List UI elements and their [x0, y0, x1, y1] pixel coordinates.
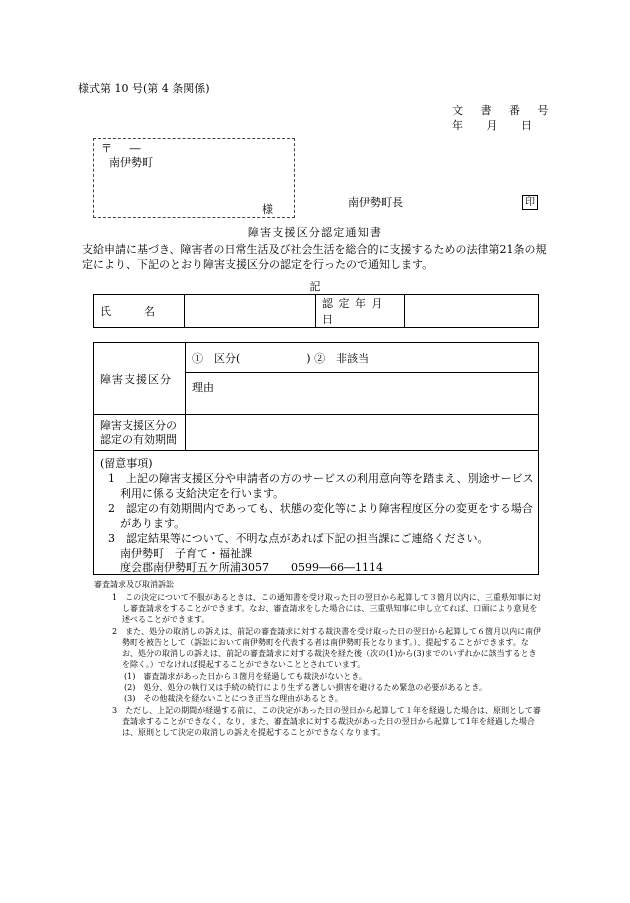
contact-address-phone: 度会郡南伊勢町五ケ所浦3057 0599―66―1114 — [120, 561, 383, 574]
name-date-table — [93, 294, 539, 328]
recipient-town: 南伊勢町 — [109, 156, 153, 169]
classification-label: 障害支援区分 — [94, 343, 186, 415]
appeal-sub-2: (2) 処分、処分の執行又は手続の続行により生ずる著しい損害を避けるため緊急の必要があるとき。 — [124, 683, 488, 692]
document-number-label: 文 書 番 号 — [452, 104, 556, 117]
appeal-paragraph-3: 3 ただし、上記の期間が経過する前に、この決定があった日の翌日から起算して１年を経過した場合は、原則として審査請求することができなく、なり、また、審査請求に対する裁決があった日の翌日から起算して1年を経過した場合は、原則として決定の取消しの訴えを提起することができなくなります。 — [112, 706, 542, 737]
appeal-paragraph-1: 1 この決定について不服があるときは、この通知書を受け取った日の翌日から起算して３箇月以内に、三重県知事に対し審査請求をすることができます。なお、審査請求をした場合には、三重県知事に申し立てれば、口頭により意見を述べることができます。 — [112, 593, 541, 624]
validity-value — [186, 415, 539, 451]
appeal-heading: 審査請求及び取消訴訟 — [94, 580, 174, 589]
cert-date-label: 認 定 年 月 日 — [316, 295, 405, 328]
recipient-honorific: 様 — [262, 203, 273, 216]
note-item-3: 3 認定結果等について、不明な点があれば下記の担当課にご連絡ください。 — [108, 532, 489, 545]
document-title: 障害支援区分認定通知書 — [247, 226, 383, 239]
validity-label — [94, 415, 186, 451]
body-text: 支給申請に基づき、障害者の日常生活及び社会生活を総合的に支援するための法律第21条の規定により、下記のとおり障害支援区分の認定を行ったので通知します。 — [82, 243, 547, 271]
classification-table — [93, 342, 539, 451]
notes-heading: (留意事項) — [100, 457, 153, 470]
date-year: 年 — [452, 119, 463, 132]
ki-heading: 記 — [309, 280, 321, 293]
classification-options — [186, 343, 539, 373]
validity-label-line2: 認定の有効期間 — [100, 432, 177, 446]
name-value — [185, 295, 316, 328]
validity-label-line1: 障害支援区分の — [100, 418, 177, 432]
date-day: 日 — [521, 119, 532, 132]
notes-box — [93, 450, 539, 575]
option-not-applicable: ② 非該当 — [314, 351, 370, 365]
note-item-1: 1 上記の障害支援区分や申請者の方のサービスの利用意向等を踏まえ、別途サービス利用に係る支給決定を行います。 — [108, 472, 534, 500]
contact-dept: 南伊勢町 子育て・福祉課 — [120, 547, 252, 560]
option-classification: ① 区分( ) — [192, 351, 311, 365]
name-label: 氏 名 — [94, 295, 185, 328]
appeal-sub-1: (1) 審査請求があった日から３箇月を経過しても裁決がないとき。 — [124, 672, 367, 681]
postal-dash: ― — [129, 142, 141, 155]
seal-stamp: 印 — [522, 195, 538, 210]
postal-code-line — [101, 142, 141, 156]
reason-label: 理由 — [192, 381, 214, 394]
postal-mark: 〒 — [101, 142, 112, 155]
issuer-mayor: 南伊勢町長 — [348, 196, 403, 209]
appeal-paragraph-2: 2 また、処分の取消しの訴えは、前記の審査請求に対する裁決書を受け取った日の翌日から起算して６箇月以内に南伊勢町を被告として（訴訟において南伊勢町を代表する者は南伊勢町長となります。）、提起することができます。なお、処分の取消しの訴えは、前記の審査請求に対する裁決を経た後（次の(1)から(3)までのいずれかに該当するときを除く。）でなければ提起することができないこととされています。 — [112, 627, 542, 669]
note-item-2: 2 認定の有効期間内であっても、状態の変化等により障害程度区分の変更をする場合があります。 — [108, 502, 533, 530]
reason-cell — [186, 373, 539, 415]
date-month: 月 — [486, 119, 498, 132]
appeal-sub-3: (3) その他裁決を経ないことにつき正当な理由があるとき。 — [124, 694, 343, 703]
form-number: 様式第 10 号(第 4 条関係) — [78, 82, 210, 95]
cert-date-value — [405, 295, 539, 328]
date-line — [452, 119, 532, 133]
